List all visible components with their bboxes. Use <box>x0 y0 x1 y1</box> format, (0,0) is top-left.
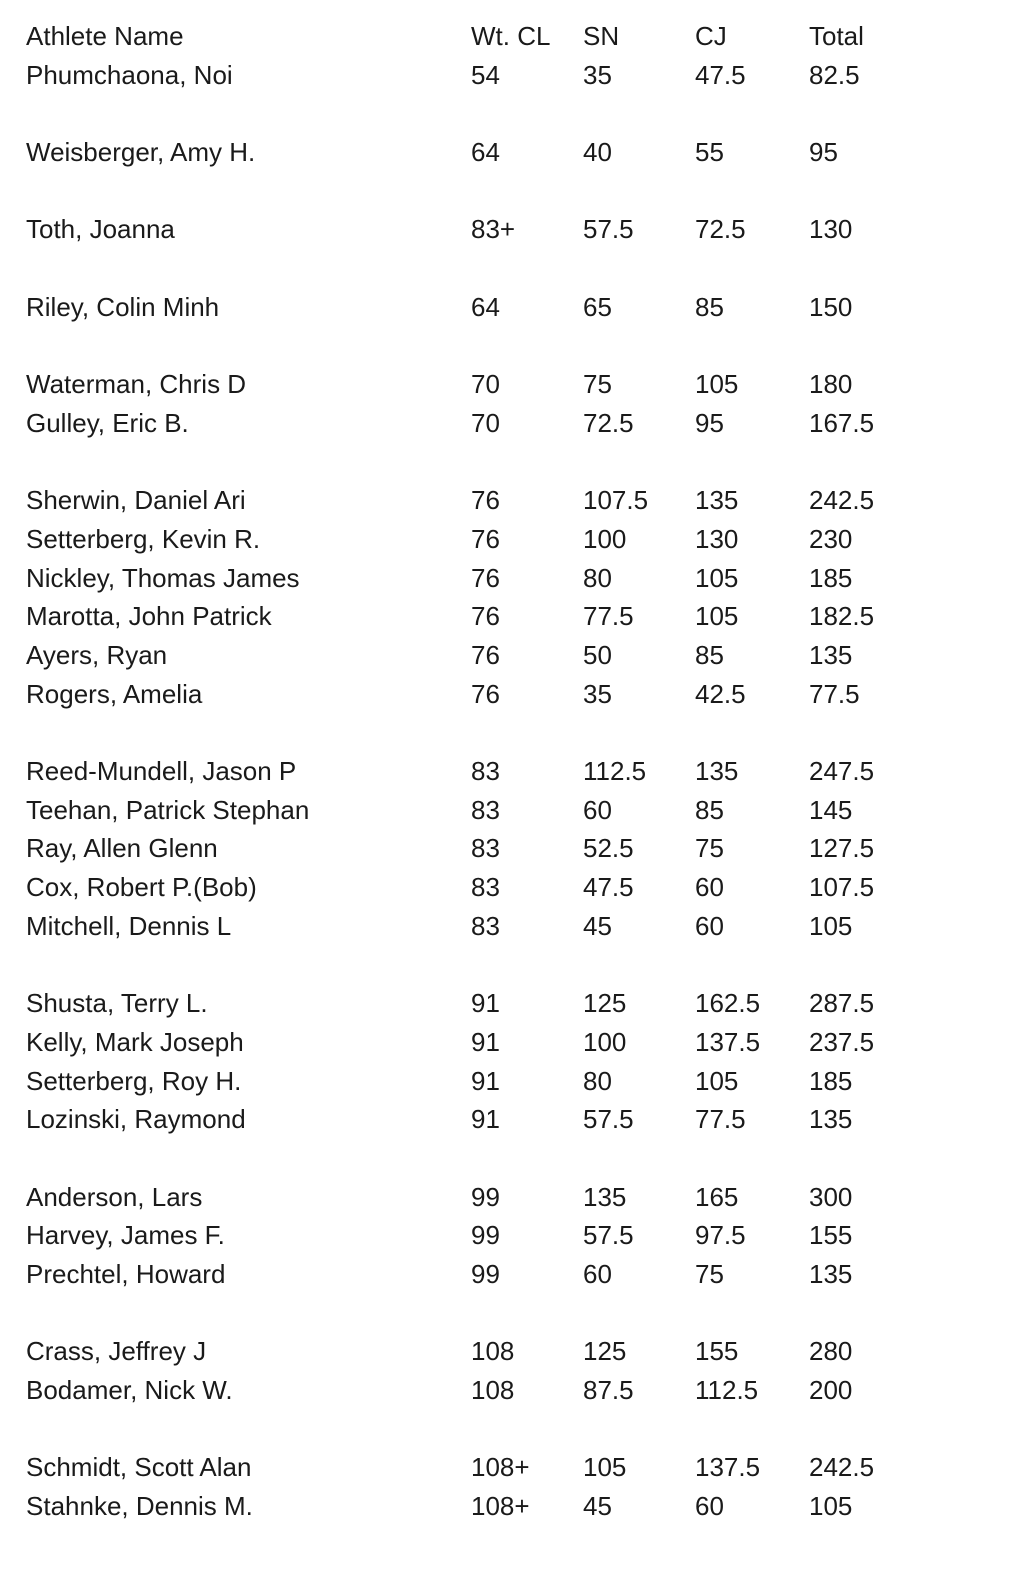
snatch-cell: 125 <box>583 988 627 1019</box>
total-cell: 155 <box>809 1220 853 1251</box>
snatch-cell: 57.5 <box>583 214 634 245</box>
total-cell: 237.5 <box>809 1026 875 1057</box>
group-spacer <box>26 1139 1006 1178</box>
table-row <box>26 868 1006 907</box>
total-cell: 280 <box>809 1336 853 1367</box>
total-cell: 145 <box>809 794 853 825</box>
total-cell: 185 <box>809 562 853 593</box>
total-cell: 82.5 <box>809 59 860 90</box>
clean-jerk-cell: 75 <box>695 833 724 864</box>
snatch-cell: 125 <box>583 1336 627 1367</box>
snatch-cell: 57.5 <box>583 1220 634 1251</box>
clean-jerk-cell: 105 <box>695 369 739 400</box>
athlete-name-cell: Rogers, Amelia <box>26 678 203 709</box>
clean-jerk-cell: 97.5 <box>695 1220 746 1251</box>
total-cell: 182.5 <box>809 601 875 632</box>
table-row <box>26 559 1006 598</box>
table-row <box>26 984 1006 1023</box>
athlete-name-cell: Nickley, Thomas James <box>26 562 300 593</box>
snatch-cell: 65 <box>583 291 612 322</box>
weight-class-cell: 76 <box>471 678 500 709</box>
athlete-name-cell: Anderson, Lars <box>26 1181 203 1212</box>
weight-class-cell: 99 <box>471 1259 500 1289</box>
total-cell: 242.5 <box>809 1452 875 1483</box>
group-spacer <box>26 249 1006 288</box>
header-snatch: SN <box>583 21 620 51</box>
total-cell: 95 <box>809 137 838 168</box>
athlete-name-cell: Shusta, Terry L. <box>26 988 208 1019</box>
snatch-cell: 47.5 <box>583 872 634 903</box>
total-cell: 135 <box>809 640 853 670</box>
clean-jerk-cell: 135 <box>695 485 739 516</box>
clean-jerk-cell: 105 <box>695 601 739 632</box>
clean-jerk-cell: 85 <box>695 291 724 322</box>
header-total: Total <box>809 21 864 51</box>
athlete-name-cell: Cox, Robert P.(Bob) <box>26 872 257 903</box>
clean-jerk-cell: 105 <box>695 562 739 593</box>
weight-class-cell: 70 <box>471 407 500 438</box>
table-row <box>26 791 1006 830</box>
snatch-cell: 77.5 <box>583 601 634 632</box>
clean-jerk-cell: 42.5 <box>695 678 746 709</box>
weight-class-cell: 108 <box>471 1375 515 1406</box>
clean-jerk-cell: 85 <box>695 794 724 825</box>
table-row <box>26 675 1006 714</box>
table-row <box>26 1100 1006 1139</box>
clean-jerk-cell: 60 <box>695 872 724 903</box>
weight-class-cell: 108+ <box>471 1452 530 1483</box>
header-athlete-name: Athlete Name <box>26 21 184 51</box>
total-cell: 230 <box>809 523 853 554</box>
snatch-cell: 52.5 <box>583 833 634 864</box>
athlete-name-cell: Waterman, Chris D <box>26 369 247 400</box>
athlete-name-cell: Phumchaona, Noi <box>26 59 233 90</box>
snatch-cell: 60 <box>583 794 612 825</box>
header-clean-jerk: CJ <box>695 21 727 51</box>
total-cell: 105 <box>809 1491 853 1522</box>
athlete-name-cell: Weisberger, Amy H. <box>26 137 256 168</box>
weight-class-cell: 108 <box>471 1336 515 1367</box>
athlete-name-cell: Setterberg, Kevin R. <box>26 523 261 554</box>
total-cell: 135 <box>809 1259 853 1289</box>
snatch-cell: 135 <box>583 1181 627 1212</box>
snatch-cell: 72.5 <box>583 407 634 438</box>
clean-jerk-cell: 130 <box>695 523 739 554</box>
clean-jerk-cell: 135 <box>695 756 739 787</box>
snatch-cell: 100 <box>583 1026 627 1057</box>
table-row <box>26 288 1006 327</box>
total-cell: 247.5 <box>809 756 875 787</box>
total-cell: 185 <box>809 1065 853 1096</box>
snatch-cell: 112.5 <box>583 756 647 787</box>
weight-class-cell: 91 <box>471 1065 500 1096</box>
weight-class-cell: 83 <box>471 833 500 864</box>
athlete-name-cell: Gulley, Eric B. <box>26 407 189 438</box>
weight-class-cell: 54 <box>471 59 500 90</box>
weight-class-cell: 83 <box>471 910 500 941</box>
snatch-cell: 45 <box>583 910 612 941</box>
group-spacer <box>26 713 1006 752</box>
total-cell: 105 <box>809 910 853 941</box>
group-spacer <box>26 946 1006 985</box>
snatch-cell: 40 <box>583 137 612 168</box>
snatch-cell: 87.5 <box>583 1375 634 1406</box>
table-row <box>26 520 1006 559</box>
total-cell: 77.5 <box>809 678 860 709</box>
weight-class-cell: 76 <box>471 523 500 554</box>
weight-class-cell: 91 <box>471 1026 500 1057</box>
table-row <box>26 752 1006 791</box>
athlete-name-cell: Reed-Mundell, Jason P <box>26 756 297 787</box>
athlete-name-cell: Riley, Colin Minh <box>26 291 220 322</box>
total-cell: 200 <box>809 1375 853 1406</box>
athlete-name-cell: Setterberg, Roy H. <box>26 1065 242 1096</box>
snatch-cell: 100 <box>583 523 627 554</box>
table-row <box>26 1487 1006 1526</box>
athlete-name-cell: Harvey, James F. <box>26 1220 225 1251</box>
group-spacer <box>26 172 1006 211</box>
athlete-name-cell: Ray, Allen Glenn <box>26 833 218 864</box>
header-weight-class: Wt. CL <box>471 21 551 51</box>
athlete-name-cell: Kelly, Mark Joseph <box>26 1026 244 1057</box>
table-row <box>26 210 1006 249</box>
athlete-name-cell: Marotta, John Patrick <box>26 601 272 632</box>
snatch-cell: 35 <box>583 59 612 90</box>
table-row <box>26 1062 1006 1101</box>
weight-class-cell: 83 <box>471 756 500 787</box>
clean-jerk-cell: 72.5 <box>695 214 746 245</box>
table-row <box>26 56 1006 95</box>
total-cell: 130 <box>809 214 853 245</box>
weight-class-cell: 83+ <box>471 214 516 245</box>
total-cell: 287.5 <box>809 988 875 1019</box>
snatch-cell: 107.5 <box>583 485 649 516</box>
table-row <box>26 1178 1006 1217</box>
results-table <box>26 17 1006 1526</box>
clean-jerk-cell: 137.5 <box>695 1452 761 1483</box>
weight-class-cell: 108+ <box>471 1491 530 1522</box>
snatch-cell: 80 <box>583 562 612 593</box>
group-spacer <box>26 327 1006 366</box>
table-row <box>26 481 1006 520</box>
table-row <box>26 1216 1006 1255</box>
weight-class-cell: 76 <box>471 562 500 593</box>
group-spacer <box>26 1410 1006 1449</box>
snatch-cell: 45 <box>583 1491 612 1522</box>
clean-jerk-cell: 75 <box>695 1259 724 1289</box>
header-row <box>26 17 1006 56</box>
athlete-name-cell: Prechtel, Howard <box>26 1259 226 1289</box>
snatch-cell: 75 <box>583 369 612 400</box>
clean-jerk-cell: 55 <box>695 137 724 168</box>
snatch-cell: 105 <box>583 1452 627 1483</box>
weight-class-cell: 64 <box>471 291 500 322</box>
table-row <box>26 1255 1006 1294</box>
snatch-cell: 60 <box>583 1259 612 1289</box>
table-row <box>26 597 1006 636</box>
group-spacer <box>26 1294 1006 1333</box>
table-row <box>26 829 1006 868</box>
table-row <box>26 1448 1006 1487</box>
total-cell: 150 <box>809 291 853 322</box>
weight-class-cell: 83 <box>471 794 500 825</box>
total-cell: 107.5 <box>809 872 875 903</box>
total-cell: 127.5 <box>809 833 875 864</box>
weight-class-cell: 70 <box>471 369 500 400</box>
table-row <box>26 907 1006 946</box>
total-cell: 300 <box>809 1181 853 1212</box>
weight-class-cell: 83 <box>471 872 500 903</box>
clean-jerk-cell: 60 <box>695 910 724 941</box>
athlete-name-cell: Sherwin, Daniel Ari <box>26 485 246 516</box>
athlete-name-cell: Mitchell, Dennis L <box>26 910 232 941</box>
total-cell: 135 <box>809 1104 853 1135</box>
total-cell: 242.5 <box>809 485 875 516</box>
snatch-cell: 50 <box>583 640 612 670</box>
table-row <box>26 404 1006 443</box>
athlete-name-cell: Lozinski, Raymond <box>26 1104 246 1135</box>
athlete-name-cell: Teehan, Patrick Stephan <box>26 794 310 825</box>
clean-jerk-cell: 60 <box>695 1491 724 1522</box>
clean-jerk-cell: 137.5 <box>695 1026 761 1057</box>
table-row <box>26 636 1006 675</box>
table-row <box>26 1371 1006 1410</box>
group-spacer <box>26 94 1006 133</box>
clean-jerk-cell: 155 <box>695 1336 739 1367</box>
weight-class-cell: 91 <box>471 988 500 1019</box>
athlete-name-cell: Crass, Jeffrey J <box>26 1336 207 1367</box>
clean-jerk-cell: 112.5 <box>695 1375 759 1406</box>
weight-class-cell: 91 <box>471 1104 500 1135</box>
athlete-name-cell: Toth, Joanna <box>26 214 175 245</box>
group-spacer <box>26 443 1006 482</box>
weight-class-cell: 64 <box>471 137 500 168</box>
total-cell: 167.5 <box>809 407 875 438</box>
athlete-name-cell: Schmidt, Scott Alan <box>26 1452 252 1483</box>
table-row <box>26 133 1006 172</box>
snatch-cell: 57.5 <box>583 1104 634 1135</box>
clean-jerk-cell: 95 <box>695 407 724 438</box>
athlete-name-cell: Stahnke, Dennis M. <box>26 1491 253 1522</box>
weight-class-cell: 99 <box>471 1220 500 1251</box>
weight-class-cell: 76 <box>471 640 500 670</box>
snatch-cell: 80 <box>583 1065 612 1096</box>
clean-jerk-cell: 162.5 <box>695 988 761 1019</box>
total-cell: 180 <box>809 369 853 400</box>
weight-class-cell: 76 <box>471 485 500 516</box>
clean-jerk-cell: 105 <box>695 1065 739 1096</box>
weight-class-cell: 99 <box>471 1181 500 1212</box>
table-row <box>26 1023 1006 1062</box>
table-row <box>26 1332 1006 1371</box>
clean-jerk-cell: 77.5 <box>695 1104 746 1135</box>
clean-jerk-cell: 47.5 <box>695 59 746 90</box>
athlete-name-cell: Ayers, Ryan <box>26 640 168 670</box>
snatch-cell: 35 <box>583 678 612 709</box>
athlete-name-cell: Bodamer, Nick W. <box>26 1375 233 1406</box>
clean-jerk-cell: 165 <box>695 1181 739 1212</box>
results-body <box>26 56 1006 1526</box>
clean-jerk-cell: 85 <box>695 640 724 670</box>
table-row <box>26 365 1006 404</box>
weight-class-cell: 76 <box>471 601 500 632</box>
